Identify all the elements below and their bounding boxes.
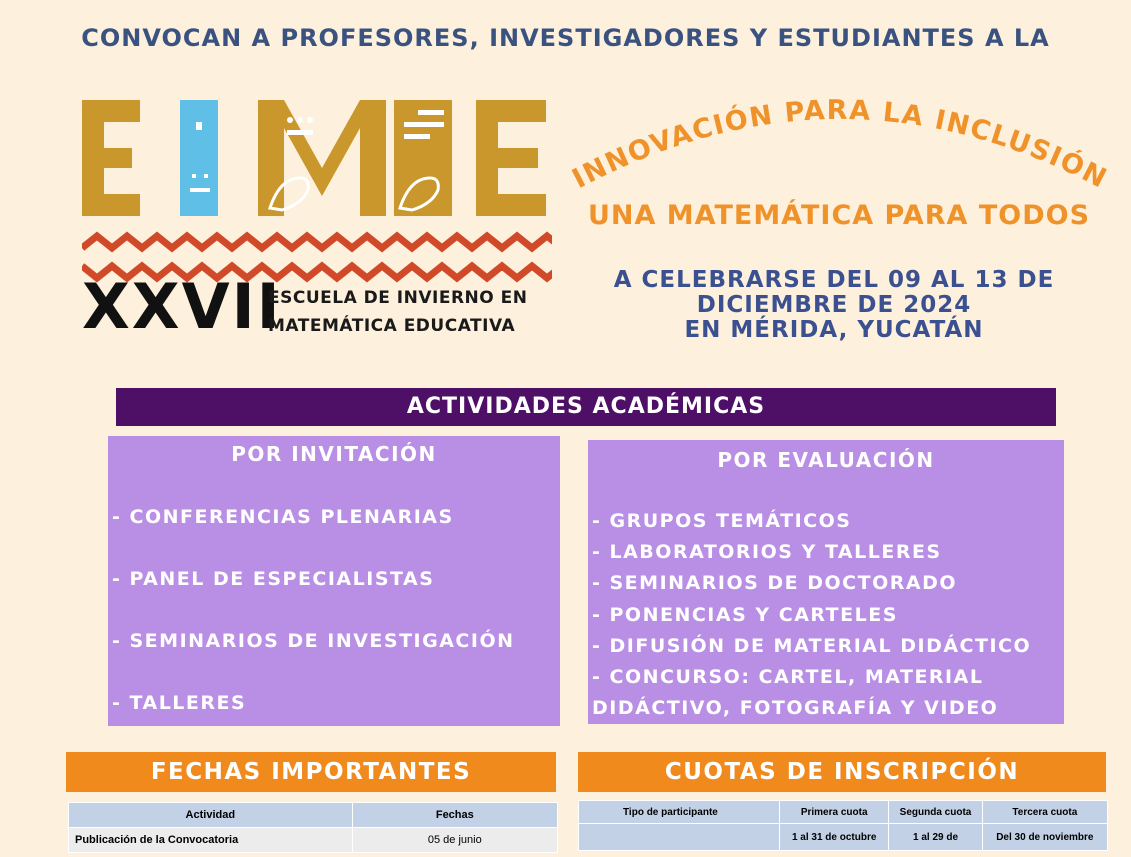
evaluation-item: - SEMINARIOS DE DOCTORADO xyxy=(592,572,957,594)
invitation-item: - PANEL DE ESPECIALISTAS xyxy=(112,568,435,590)
arc-text: INNOVACIÓN PARA LA INCLUSIÓN xyxy=(567,94,1113,195)
dates-line-3: EN MÉRIDA, YUCATÁN xyxy=(684,317,984,343)
logo-line-2: MATEMÁTICA EDUCATIVA xyxy=(268,316,516,336)
table-cell: Publicación de la Convocatoria xyxy=(69,828,353,853)
table-cell: Del 30 de noviembre xyxy=(982,824,1107,851)
evaluation-panel xyxy=(588,440,1064,724)
fechas-title: FECHAS IMPORTANTES xyxy=(66,752,556,792)
column-header: Fechas xyxy=(352,803,557,828)
edition-number: XXVII xyxy=(82,270,282,343)
logo-line-1: ESCUELA DE INVIERNO EN xyxy=(268,288,528,308)
cuotas-title: CUOTAS DE INSCRIPCIÓN xyxy=(578,752,1106,792)
cuotas-table xyxy=(578,800,1108,851)
activities-title: ACTIVIDADES ACADÉMICAS xyxy=(116,388,1056,426)
invitation-item: - SEMINARIOS DE INVESTIGACIÓN xyxy=(112,630,515,652)
evaluation-item: DIDÁCTIVO, FOTOGRAFÍA Y VIDEO xyxy=(592,697,999,719)
dates-line-2: DICIEMBRE DE 2024 xyxy=(696,292,972,318)
svg-text:INNOVACIÓN PARA LA INCLUSIÓN xyxy=(567,95,1112,195)
table-cell: 1 al 31 de octubre xyxy=(780,824,889,851)
evaluation-item: - LABORATORIOS Y TALLERES xyxy=(592,541,942,563)
evaluation-item: - CONCURSO: CARTEL, MATERIAL xyxy=(592,666,984,688)
column-header: Actividad xyxy=(69,803,353,828)
headline: CONVOCAN A PROFESORES, INVESTIGADORES Y ESTUDIANTES A LA xyxy=(81,24,1050,52)
invitation-title: POR INVITACIÓN xyxy=(231,442,437,466)
event-dates xyxy=(584,268,1084,343)
table-header-row xyxy=(579,801,1108,824)
table-cell: 1 al 29 de xyxy=(889,824,982,851)
table-header-row xyxy=(69,803,558,828)
table-row xyxy=(69,828,558,853)
evaluation-item: - GRUPOS TEMÁTICOS xyxy=(592,510,852,532)
arc-title xyxy=(560,60,1120,200)
column-header: Tercera cuota xyxy=(982,801,1107,824)
column-header: Tipo de participante xyxy=(579,801,780,824)
evaluation-title: POR EVALUACIÓN xyxy=(717,448,935,472)
invitation-panel xyxy=(108,436,560,726)
evaluation-item: - DIFUSIÓN DE MATERIAL DIDÁCTICO xyxy=(592,635,1032,657)
table-cell: 05 de junio xyxy=(352,828,557,853)
table-cell xyxy=(579,824,780,851)
table-row xyxy=(579,824,1108,851)
subtitle: UNA MATEMÁTICA PARA TODOS xyxy=(587,200,1091,231)
fechas-table xyxy=(68,802,558,853)
invitation-item: - CONFERENCIAS PLENARIAS xyxy=(112,506,454,528)
dates-line-1: A CELEBRARSE DEL 09 AL 13 DE xyxy=(613,267,1055,293)
evaluation-item: - PONENCIAS Y CARTELES xyxy=(592,604,898,626)
invitation-item: - TALLERES xyxy=(112,692,247,714)
column-header: Primera cuota xyxy=(780,801,889,824)
column-header: Segunda cuota xyxy=(889,801,982,824)
